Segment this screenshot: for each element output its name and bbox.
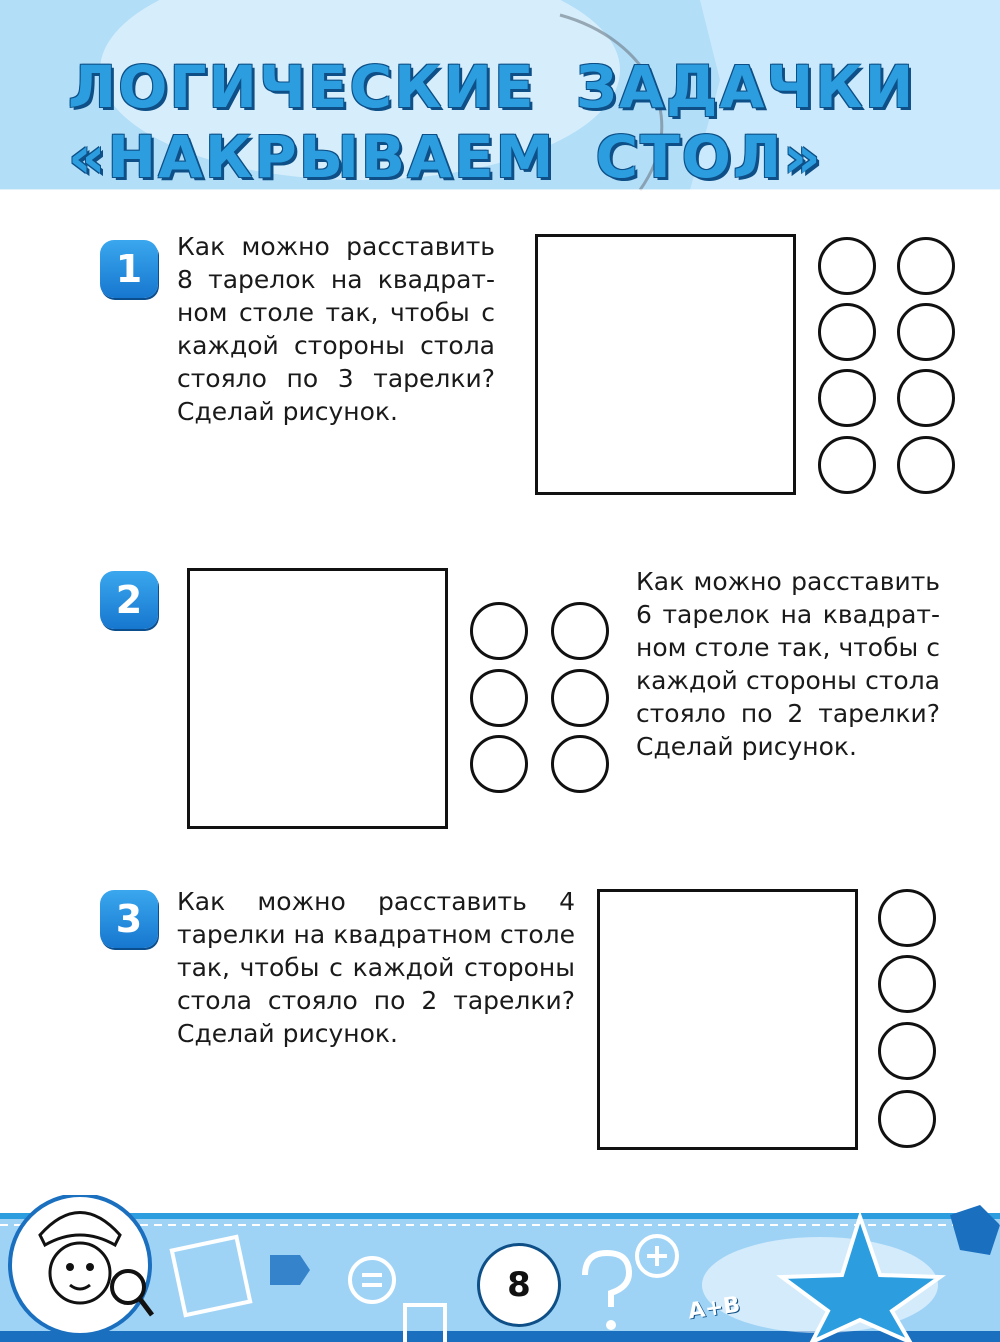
task-2-plate xyxy=(551,735,609,793)
page-title-line-2: «НАКРЫВАЕМ СТОЛ» xyxy=(68,123,823,191)
task-3-plate xyxy=(878,889,936,947)
task-1-plate xyxy=(818,237,876,295)
task-2-plate xyxy=(470,735,528,793)
task-3-plate xyxy=(878,1090,936,1148)
task-3-square-table xyxy=(597,889,858,1150)
page-title-line-1: ЛОГИЧЕСКИЕ ЗАДАЧКИ xyxy=(68,53,916,121)
page-header xyxy=(0,0,1000,200)
task-1-plate xyxy=(897,436,955,494)
task-2-plate xyxy=(470,602,528,660)
task-2-plate xyxy=(470,669,528,727)
task-3-plate xyxy=(878,955,936,1013)
task-1-plate xyxy=(897,303,955,361)
task-1-number-badge: 1 xyxy=(100,240,158,298)
task-2-text: Как можно расставить 6 тарелок на квадратном столе так, чтобы с каждой стороны стола стояло по 2 тарелки? Сделай рисунок. xyxy=(636,567,940,761)
task-1-plate xyxy=(818,303,876,361)
page-number: 8 xyxy=(477,1243,561,1327)
task-1-square-table xyxy=(535,234,796,495)
task-3-text: Как можно расставить 4 тарелки на квадратном столе так, чтобы с каждой стороны стола стояло по 2 тарелки? Сделай рисунок. xyxy=(177,887,575,1048)
task-1-plate xyxy=(818,436,876,494)
task-1-plate xyxy=(818,369,876,427)
task-2-square-table xyxy=(187,568,448,829)
task-2-plate xyxy=(551,602,609,660)
detective-boy-illustration xyxy=(10,1195,152,1335)
task-1-plate xyxy=(897,369,955,427)
task-2-number-badge: 2 xyxy=(100,571,158,629)
formula-label: A+B xyxy=(686,1292,742,1325)
task-3-plate xyxy=(878,1022,936,1080)
task-1-text: Как можно расставить 8 тарелок на квадратном столе так, чтобы с каждой стороны стола стояло по 3 тарелки? Сделай рисунок. xyxy=(177,232,495,426)
task-1-plate xyxy=(897,237,955,295)
task-2-plate xyxy=(551,669,609,727)
task-3-number-badge: 3 xyxy=(100,890,158,948)
